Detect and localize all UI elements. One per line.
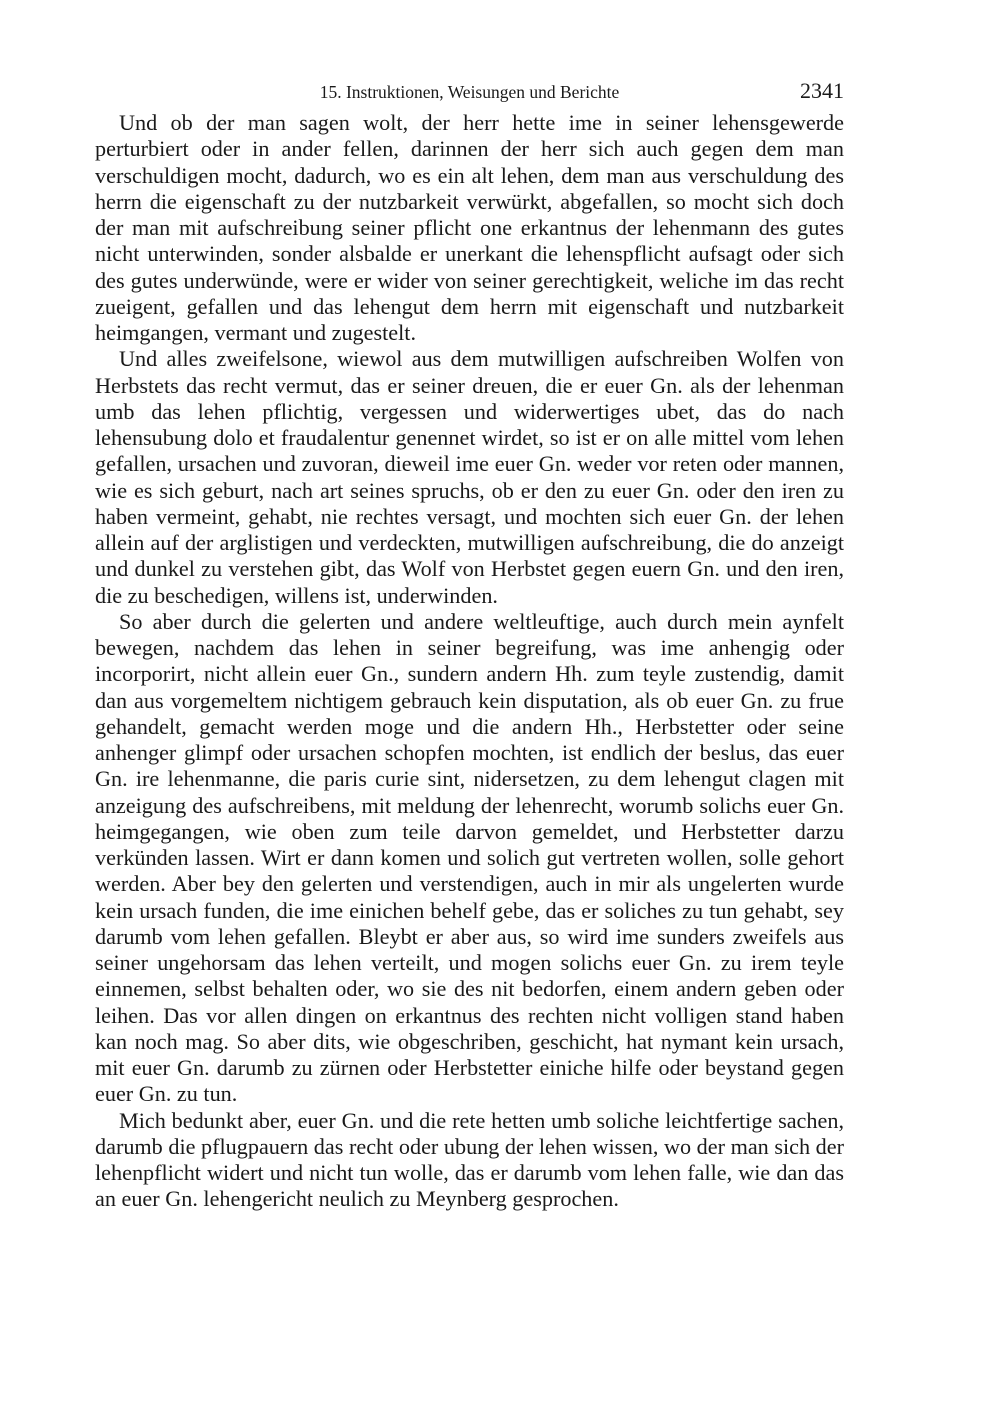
document-page	[95, 76, 844, 1213]
page-number: 2341	[800, 78, 844, 103]
paragraph-1: Und ob der man sagen wolt, der herr hette ime in seiner lehensgewerde perturbiert oder in ander fellen, darinnen der herr sich auch gegen dem man verschuldigen mocht, dadurch, wo es ein alt lehen, dem man aus verschuldung des herrn die eigenschaft zu der nutzbarkeit verwürkt, abgefallen, so mocht sich doch der man mit aufschreibung seiner pflicht one erkantnus der lehenmann des gutes nicht unterwinden, sonder alsbalde er unerkant die lehenspflicht aufsagt oder sich des gutes underwünde, were er wider von seiner gerechtigkeit, weliche im das recht zueigent, gefallen und das lehengut dem herrn mit eigenschaft und nutzbarkeit heimgangen, vermant und zugestelt.	[95, 110, 844, 345]
paragraph-4: Mich bedunkt aber, euer Gn. und die rete hetten umb soliche leichtfertige sachen, darumb die pflugpauern das recht oder ubung der lehen wissen, wo der man sich der lehenpflicht widert und nicht tun wolle, das er darumb vom lehen falle, wie dan das an euer Gn. lehengericht neulich zu Meynberg gesprochen.	[95, 1107, 844, 1212]
running-head	[95, 76, 844, 110]
running-title: 15. Instruktionen, Weisungen und Berichte	[319, 82, 620, 102]
paragraph-3: So aber durch die gelerten und andere weltleuftige, auch durch mein aynfelt bewegen, nachdem das lehen in seiner begreifung, was ime anhengig oder incorporirt, nicht allein euer Gn., sundern andern Hh. zum teyle zustendig, damit dan aus vorgemeltem nichtigem gebrauch kein disputation, als ob euer Gn. zu frue gehandelt, gemacht werden moge und die andern Hh., Herbstetter oder seine anhenger glimpf oder ursachen schopfen mochten, ist endlich der beslus, das euer Gn. ire lehenmanne, die paris curie sint, nidersetzen, zu dem lehengut clagen mit anzeigung des aufschreibens, mit meldung der lehenrecht, worumb solichs euer Gn. heimgegangen, wie oben zum teile darvon gemeldet, und Herbstetter darzu verkünden lassen. Wirt er dann komen und solich gut vertreten wollen, solle gehort werden. Aber bey den gelerten und verstendigen, auch in mir als ungelerten wurde kein ursach funden, die ime einichen behelf gebe, das er soliches zu tun gehabt, sey darumb vom lehen gefallen. Bleybt er aber aus, so wird ime sunders zweifels aus seiner ungehorsam das lehen verteilt, und mogen solichs euer Gn. zu irem teyle einnemen, selbst behalten oder, wo sie des nit bedorfen, einem andern geben oder leihen. Das vor allen dingen on erkantnus des rechten nicht volligen stand haben kan noch mag. So aber dits, wie obgeschriben, geschicht, hat nymant kein ursach, mit euer Gn. darumb zu zürnen oder Herbstetter einiche hilfe oder beystand gegen euer Gn. zu tun.	[95, 608, 844, 1107]
paragraph-2: Und alles zweifelsone, wiewol aus dem mutwilligen aufschreiben Wolfen von Herbstets das recht vermut, das er seiner dreuen, die er euer Gn. als der lehenman umb das lehen pflichtig, vergessen und widerwertiges ubet, das do nach lehensubung dolo et fraudalentur genennet wirdet, so ist er on alle mittel vom lehen gefallen, ursachen und zuvoran, dieweil ime euer Gn. weder vor reten oder mannen, wie es sich geburt, nach art seines spruchs, ob er den zu euer Gn. oder den iren zu haben vermeint, gehabt, nie rechtes versagt, und mochten sich euer Gn. der lehen allein auf der arglistigen und verdeckten, mutwilligen aufschreibung, die do anzeigt und dunkel zu verstehen gibt, das Wolf von Herbstet gegen euern Gn. und den iren, die zu beschedigen, willens ist, underwinden.	[95, 346, 844, 608]
body-text	[95, 110, 844, 1213]
